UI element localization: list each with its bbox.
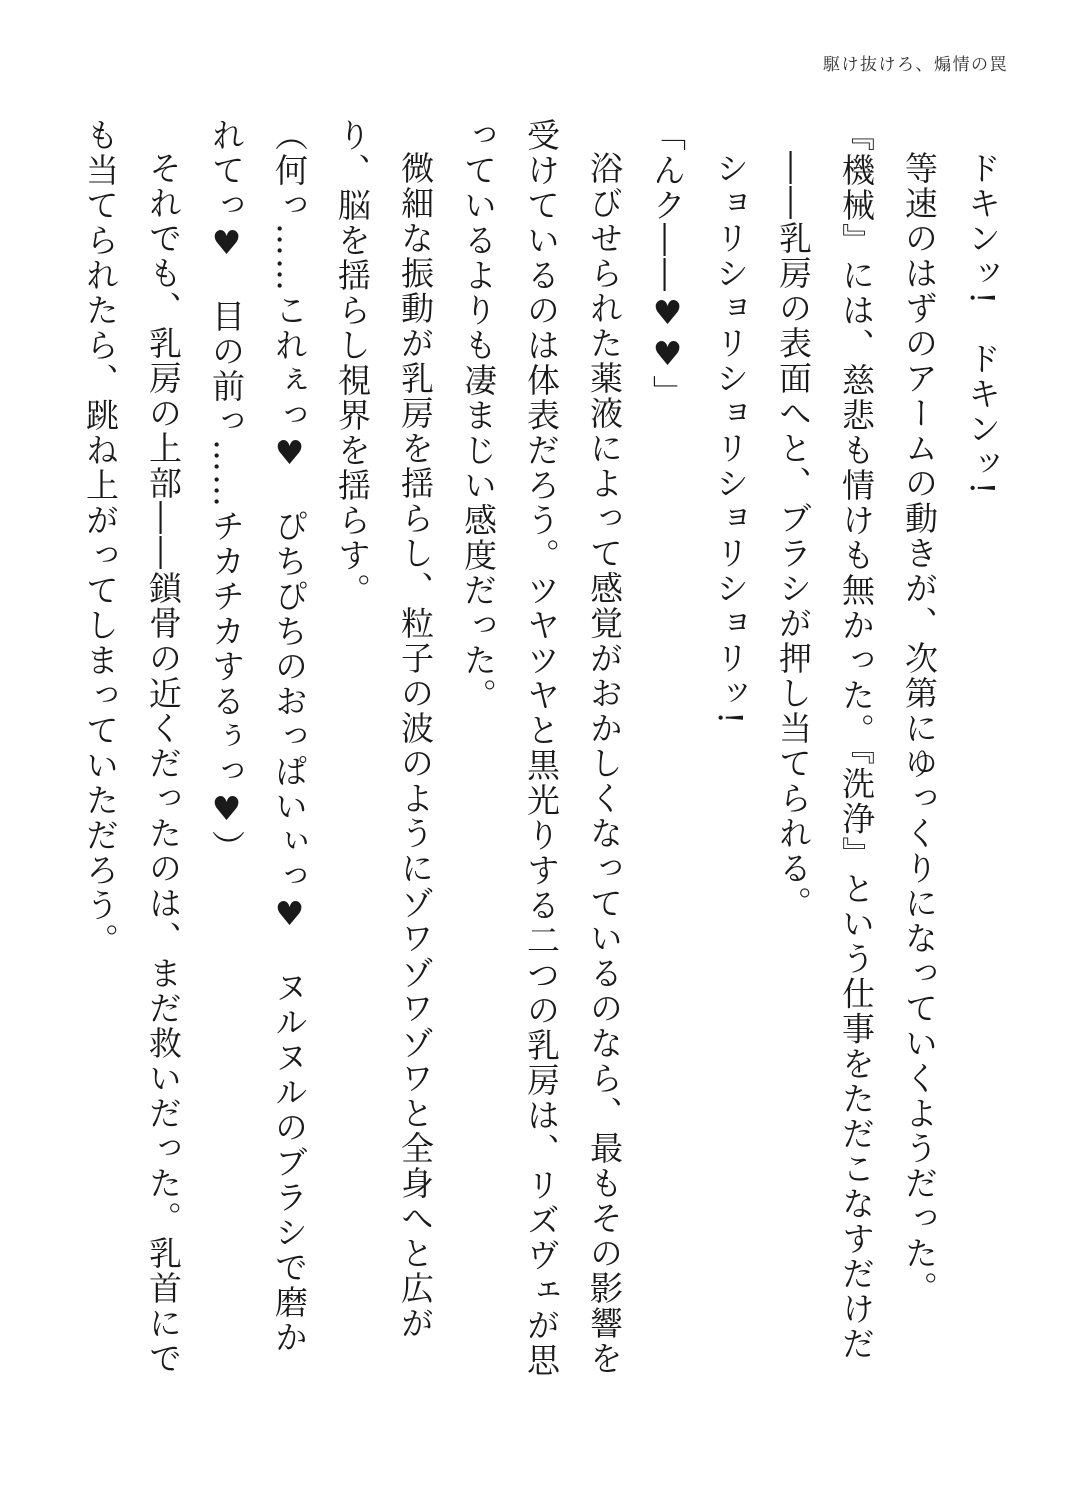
paragraph-8: 微細な振動が乳房を揺らし、粒子の波のようにゾワゾワゾワと全身へと広がり、脳を揺らし視界を揺らす。 [333, 118, 435, 1341]
paragraph-9: （何っ……これぇっ♥ ぴちぴちのおっぱいぃっ♥ ヌルヌルのブラシで磨かれてっ♥ 目の前っ……チカチカするぅっ♥） [207, 118, 309, 1355]
paragraph-4: ――乳房の表面へと、ブラシが押し当てられる。 [774, 151, 813, 921]
paragraph-6: 「んク――♥♥」 [648, 118, 687, 410]
running-title: 駆け抜けろ、煽情の罠 [823, 55, 1008, 75]
paragraph-3: 『機械』には、慈悲も情けも無かった。『洗浄』という仕事をただこなすだけだ [837, 118, 876, 1362]
body-text [64, 118, 1014, 1386]
paragraph-10: それでも、乳房の上部――鎖骨の近くだったのは、まだ救いだった。乳首にでも当てられたら、跳ね上がってしまっていただろう。 [81, 118, 183, 1376]
paragraph-5: ショリショリショリショリショリッ! [711, 151, 750, 727]
paragraph-2: 等速のはずのアームの動きが、次第にゆっくりになっていくようだった。 [900, 151, 939, 1306]
paragraph-7: 浴びせられた薬液によって感覚がおかしくなっているのなら、最もその影響を受けているのは体表だろう。ツヤツヤと黒光りする二つの乳房は、リズヴェが思っているよりも凄まじい感度だった。 [459, 118, 624, 1378]
paragraph-1: ドキンッ! ドキンッ! [963, 151, 1002, 497]
